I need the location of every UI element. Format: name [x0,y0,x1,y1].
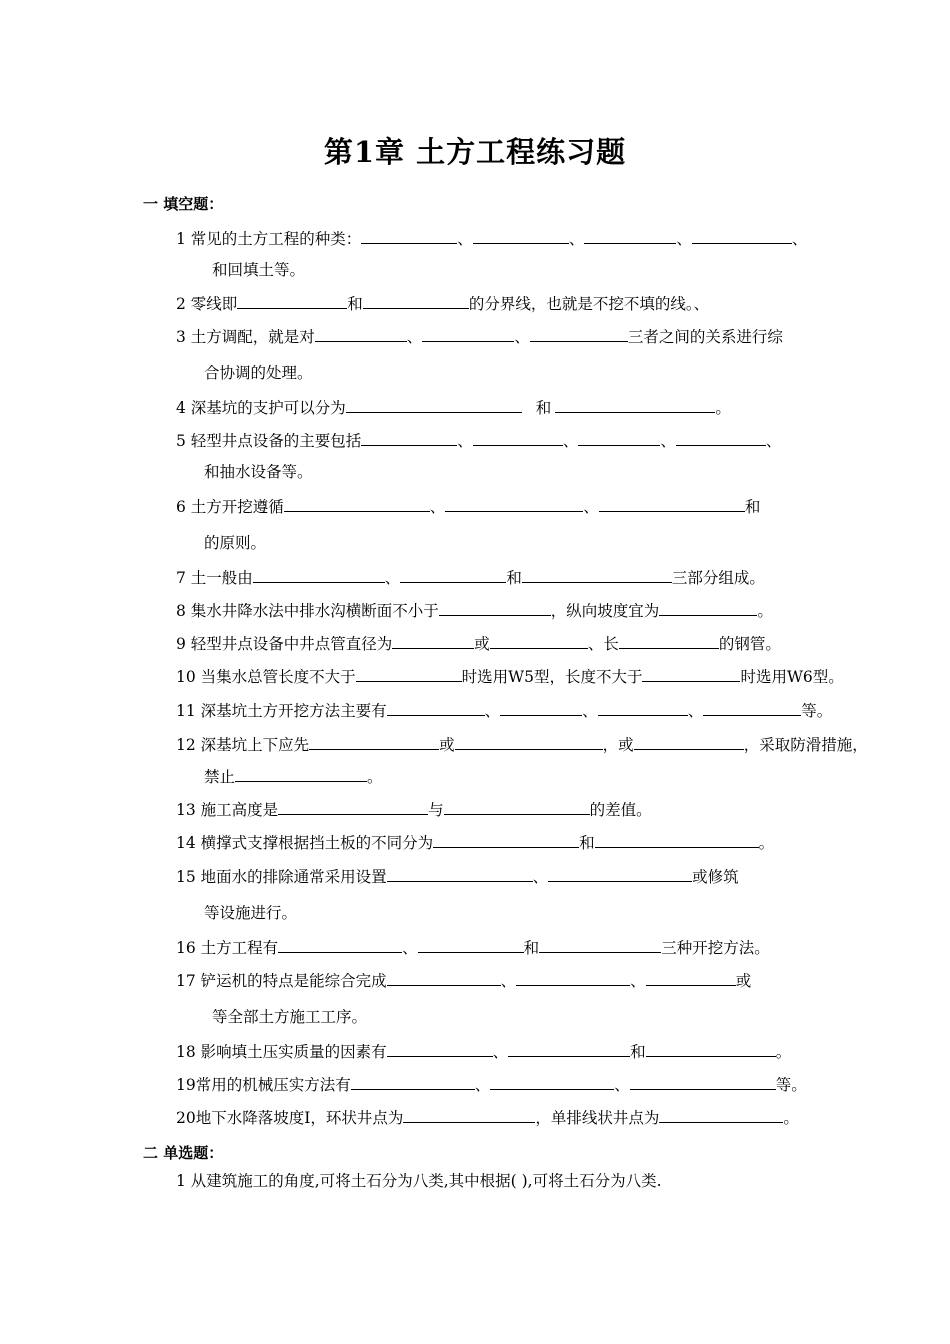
answer-blank[interactable] [392,632,474,649]
question-text: 、长 [587,635,619,653]
separator: 、 [614,1076,630,1094]
question-text: 。 [715,399,731,417]
question-text: 。 [757,602,773,620]
answer-blank[interactable] [284,495,430,512]
separator: 、 [791,230,808,248]
question-text: 12 深基坑上下应先 [176,736,310,754]
question-text: 2 零线即 [176,295,238,313]
question-text: 20地下水降落坡度I，环状井点为 [176,1109,404,1127]
answer-blank[interactable] [455,733,603,750]
answer-blank[interactable] [253,566,385,583]
answer-blank[interactable] [646,1040,776,1057]
question-text: 4 深基坑的支护可以分为 [176,399,346,417]
answer-blank[interactable] [508,1040,630,1057]
question-text: 和 [506,569,522,587]
answer-blank[interactable] [473,429,563,446]
question-text: 19常用的机械压实方法有 [176,1076,351,1094]
question-3 [176,325,783,347]
question-text: 10 当集水总管长度不大于 [176,668,356,686]
question-2 [176,292,709,314]
page-title: 第1章 土方工程练习题 [323,135,627,169]
separator: 、 [660,432,676,450]
question-text: 和 [523,939,540,957]
separator: 、 [514,328,530,346]
question-text: 和 [744,498,761,516]
question-text: 16 土方工程有 [176,939,279,957]
separator: 、 [676,230,692,248]
separator: 、 [457,432,473,450]
question-1 [176,227,807,249]
answer-blank[interactable] [278,936,402,953]
question-text: ，或 [602,736,634,754]
question-text: 三部分组成。 [671,569,765,587]
question-text: ，纵向坡度宜为 [550,602,660,620]
question-20 [176,1106,799,1128]
question-5-continued: 和抽水设备等。 [204,463,313,481]
answer-blank[interactable] [659,599,757,616]
answer-blank[interactable] [676,429,766,446]
question-text: 3 土方调配，就是对 [176,328,315,346]
separator: 、 [402,939,418,957]
question-text: 。 [775,1043,792,1061]
separator: 、 [630,972,646,990]
question-text: 的差值。 [589,801,652,819]
question-13 [176,798,652,820]
answer-blank[interactable] [490,632,588,649]
question-text: 和 [579,834,595,852]
question-8 [176,599,773,621]
answer-blank[interactable] [530,325,628,342]
answer-blank[interactable] [522,566,672,583]
question-12 [176,733,868,755]
question-text: 或 [439,736,455,754]
answer-blank[interactable] [539,936,661,953]
answer-blank[interactable] [516,969,630,986]
answer-blank[interactable] [363,292,469,309]
question-text: 8 集水井降水法中排水沟横断面不小于 [176,602,439,620]
question-text: 和 [535,399,552,417]
answer-blank[interactable] [444,798,590,815]
answer-blank[interactable] [473,227,569,244]
answer-blank[interactable] [619,632,719,649]
answer-blank[interactable] [361,227,457,244]
question-text: 时选用W5型，长度不大于 [461,668,643,686]
section-fill-blank-heading: 一 填空题： [143,195,224,213]
answer-blank[interactable] [309,733,439,750]
question-text: 。 [783,1109,799,1127]
question-11 [176,699,832,721]
question-text: 等。 [775,1076,807,1094]
question-text: 。 [758,834,775,852]
question-19 [176,1073,807,1095]
answer-blank[interactable] [445,495,583,512]
answer-blank[interactable] [584,227,676,244]
question-text: 14 横撑式支撑根据挡土板的不同分为 [176,834,434,852]
question-text: 18 影响填土压实质量的因素有 [176,1043,387,1061]
separator: 、 [562,432,579,450]
answer-blank[interactable] [315,325,407,342]
question-12-continued [204,765,383,787]
question-14 [176,831,774,853]
question-text: 时选用W6型。 [740,668,844,686]
answer-blank[interactable] [403,1106,535,1123]
question-3-continued: 合协调的处理。 [204,364,313,382]
answer-blank[interactable] [351,1073,475,1090]
question-10 [176,665,844,687]
separator: 、 [429,498,446,516]
question-text: 与 [428,801,444,819]
separator: 、 [582,702,598,720]
question-text: 禁止 [204,768,236,786]
question-6-continued: 的原则。 [204,534,267,552]
answer-blank[interactable] [578,429,660,446]
answer-blank[interactable] [237,292,347,309]
question-15 [176,865,739,887]
question-text: 的钢管。 [718,635,781,653]
answer-blank[interactable] [555,396,715,413]
answer-blank[interactable] [346,396,522,413]
separator: 、 [583,498,599,516]
question-text: 9 轻型井点设备中井点管直径为 [176,635,393,653]
question-text: 等。 [801,702,833,720]
separator: 、 [500,972,517,990]
single-choice-question-1: 1 从建筑施工的角度,可将土石分为八类,其中根据( ),可将土石分为八类. [176,1172,662,1190]
separator: 、 [457,230,473,248]
question-text: 和 [630,1043,646,1061]
answer-blank[interactable] [630,1073,776,1090]
question-text: ，单排线状井点为 [535,1109,660,1127]
answer-blank[interactable] [418,936,524,953]
question-16 [176,936,770,958]
question-text: 和 [347,295,363,313]
question-text: 15 地面水的排除通常采用设置 [176,868,387,886]
answer-blank[interactable] [439,599,551,616]
question-text: 三者之间的关系进行综 [627,328,783,346]
answer-blank[interactable] [634,733,744,750]
question-1-continued: 和回填土等。 [212,261,306,279]
separator: 、 [492,1043,509,1061]
question-text: 或修筑 [692,868,739,886]
separator: 、 [474,1076,491,1094]
question-17-continued: 等全部土方施工工序。 [212,1008,368,1026]
question-text: 的分界线，也就是不挖不填的线。、 [468,295,710,313]
answer-blank[interactable] [235,765,367,782]
separator: 、 [765,432,782,450]
answer-blank[interactable] [692,227,792,244]
answer-blank[interactable] [387,1040,493,1057]
question-text: 1 常见的土方工程的种类： [176,230,362,248]
question-7 [176,566,765,588]
answer-blank[interactable] [703,699,801,716]
question-17 [176,969,751,991]
answer-blank[interactable] [642,665,740,682]
question-text: 17 铲运机的特点是能综合完成 [176,972,387,990]
question-text: ，采取防滑措施， [743,736,868,754]
answer-blank[interactable] [422,325,514,342]
answer-blank[interactable] [595,831,759,848]
answer-blank[interactable] [646,969,736,986]
answer-blank[interactable] [387,865,533,882]
answer-blank[interactable] [500,699,582,716]
separator: 、 [484,702,501,720]
question-text: 7 土一般由 [176,569,253,587]
question-text: 或 [474,635,490,653]
answer-blank[interactable] [548,865,692,882]
question-text: 三种开挖方法。 [661,939,770,957]
answer-blank[interactable] [490,1073,614,1090]
answer-blank[interactable] [599,495,745,512]
separator: 、 [568,230,585,248]
answer-blank[interactable] [387,699,485,716]
separator: 、 [406,328,423,346]
question-6 [176,495,760,517]
section-single-choice-heading: 二 单选题： [143,1144,224,1162]
question-5 [176,429,781,451]
answer-blank[interactable] [278,798,428,815]
answer-blank[interactable] [356,665,462,682]
question-text: 6 土方开挖遵循 [176,498,284,516]
question-18 [176,1040,791,1062]
answer-blank[interactable] [598,699,688,716]
answer-blank[interactable] [361,429,457,446]
question-15-continued: 等设施进行。 [204,904,298,922]
question-text: 11 深基坑土方开挖方法主要有 [176,702,387,720]
separator: 、 [687,702,704,720]
answer-blank[interactable] [400,566,506,583]
question-text: 5 轻型井点设备的主要包括 [176,432,362,450]
separator: 、 [532,868,549,886]
question-text: 13 施工高度是 [176,801,279,819]
answer-blank[interactable] [387,969,501,986]
answer-blank[interactable] [659,1106,783,1123]
separator: 、 [384,569,401,587]
question-text: 或 [735,972,752,990]
question-4 [176,396,731,418]
answer-blank[interactable] [433,831,579,848]
question-text: 。 [367,768,383,786]
question-9 [176,632,781,654]
